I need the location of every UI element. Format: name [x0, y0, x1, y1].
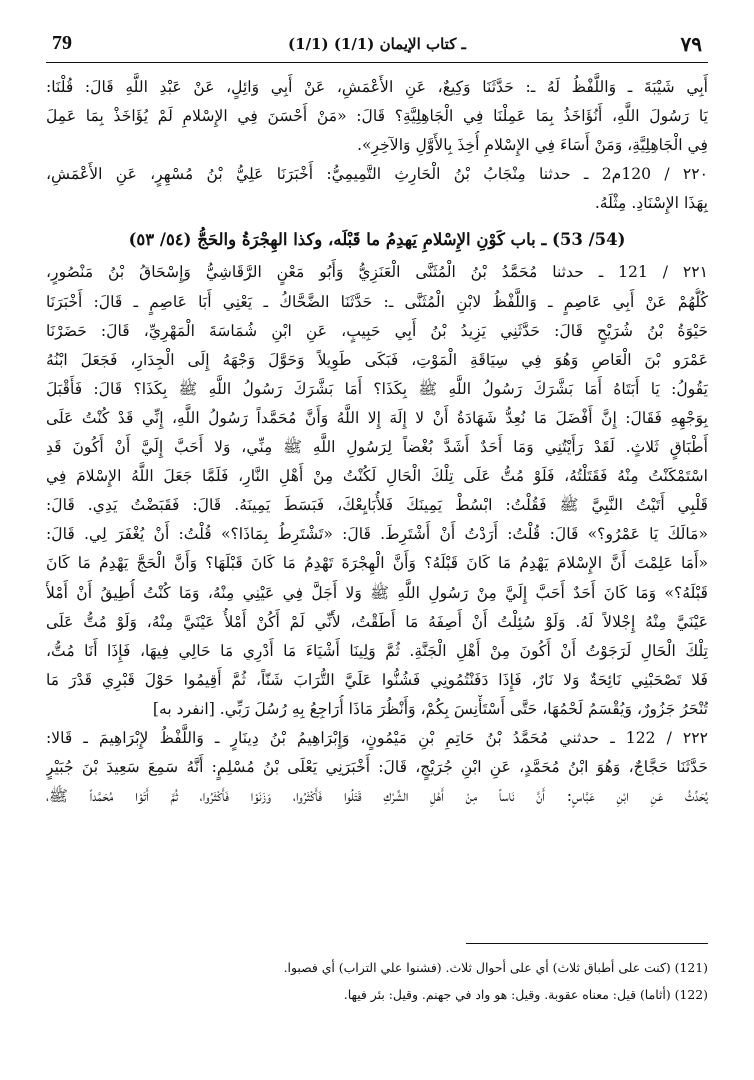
section-heading: (54/ 53) ـ باب كَوْنِ الإِسْلامِ يَهدِمُ ما قَبْلَه، وكذا الهِجْرَةُ والحَجُّ (٥٤/ ٥٣)	[128, 230, 626, 250]
text-line: ٢٢٢ / 122 ـ حدثني مُحَمَّدُ بْنُ حَاتِمِ بْنِ مَيْمُونٍ، وَإِبْرَاهِيمُ بْنُ دِينَارٍ ـ وَاللَّفْظُ لإِبْرَاهِيمَ ـ قَالا:	[46, 728, 708, 747]
text-line: بِوَجْهِهِ فَقَالَ: إِنَّ أَفْضَلَ مَا نُعِدُّ شَهَادَةُ أَنْ لا إِلَهَ إِلا اللَّهُ وَأَنَّ مُحَمَّداً رَسُولُ اللَّهِ، إِنِّي قَدْ كُنْتُ عَلَى	[46, 408, 708, 427]
page-number-arabic: ٧٩	[680, 32, 702, 56]
footnote-122: (122) (أثاما) قيل: معناه عقوبة. وقيل: هو واد في جهنم. وقيل: بئر فيها.	[343, 987, 708, 1002]
text-line: بِهَذَا الإِسْنَادِ. مِثْلَهُ.	[594, 194, 708, 213]
text-line: حَدَّثَنَا حَجَّاجٌ، وَهُوَ ابْنُ مُحَمَّدٍ، عَنِ ابْنِ جُرَيْجٍ، قَالَ: أَخْبَرَنِي يَعْلَى بْنُ مُسْلِمٍ: أَنَّهُ سَمِعَ سَعِيدَ بْنَ جُبَيْرٍ	[46, 758, 708, 777]
text-line: «أَمَا عَلِمْتَ أَنَّ الإِسْلامَ يَهْدِمُ مَا كَانَ قَبْلَهُ؟ وَأَنَّ الْهِجْرَةَ تَهْدِمُ مَا كَانَ قَبْلَهَا؟ وَأَنَّ الْحَجَّ يَهْدِمُ مَا كَانَ	[46, 554, 708, 573]
text-line: قَلْبِي أَتَيْتُ النَّبِيَّ ﷺ فَقُلْتُ: ابْسُطْ يَمِينَكَ فَلأُبَايِعْكَ، فَبَسَطَ يَمِينَهُ. قَالَ: فَقَبَضْتُ يَدِي. قَالَ:	[46, 496, 708, 515]
footnote-divider	[466, 943, 708, 944]
text-line: «مَالَكَ يَا عَمْرُو؟» قَالَ: قُلْتُ: أَرَدْتُ أَنْ أَشْتَرِطَ. قَالَ: «تَشْتَرِطُ بِمَاذَا؟» قُلْتُ: أَنْ يُغْفَرَ لِي. قَالَ:	[46, 525, 708, 544]
hadith-222	[46, 724, 708, 811]
text-line: قَبْلَهُ؟» وَمَا كَانَ أَحَدٌ أَحَبَّ إِلَيَّ مِنْ رَسُولِ اللَّهِ ﷺ وَلا أَجَلَّ فِي عَيْنِي مِنْهُ، وَمَا كُنْتُ أُطِيقُ أَنْ أَمْلأَ	[46, 583, 708, 602]
running-title: (1/1) ـ كتاب الإيمان (1/1)	[288, 35, 466, 53]
text-line: يَا رَسُولَ اللَّهِ، أَنُؤَاخَذُ بِمَا عَمِلْنَا فِي الْجَاهِلِيَّةِ؟ قَالَ: «مَنْ أَحْسَنَ فِي الإِسْلامِ لَمْ يُؤَاخَذْ بِمَا عَمِلَ	[46, 107, 708, 126]
text-line: يَقُولُ: يَا أَبَتَاهُ أَمَا بَشَّرَكَ رَسُولُ اللَّهِ ﷺ بِكَذَا؟ أَمَا بَشَّرَكَ رَسُولُ اللَّهِ ﷺ بِكَذَا؟ قَالَ: فَأَقْبَلَ	[46, 379, 708, 398]
text-line: أَبِي شَيْبَةَ ـ وَاللَّفْظُ لَهُ ـ: حَدَّثَنَا وَكِيعٌ، عَنِ الأَعْمَشِ، عَنْ أَبِي وَائِلٍ، عَنْ عَبْدِ اللَّهِ قَالَ: قُلْنَا:	[46, 78, 708, 96]
text-line: فَلا تَصْحَبْنِي نَائِحَةٌ وَلا نَارٌ، فَإِذَا دَفَنْتُمُونِي فَشُنُّوا عَلَيَّ التُّرَابَ شَنّاً، ثُمَّ أَقِيمُوا حَوْلَ قَبْرِي قَدْرَ مَا	[46, 670, 708, 689]
text-line: عَمْرَو بْنَ الْعَاصِ وَهُوَ فِي سِيَاقَةِ الْمَوْتِ، فَبَكَى طَوِيلاً وَحَوَّلَ وَجْهَهُ إِلَى الْجِدَارِ، فَجَعَلَ ابْنُهُ	[46, 350, 708, 369]
text-line: تِلْكَ الْحَالِ لَرَجَوْتُ أَنْ أَكُونَ مِنْ أَهْلِ الْجَنَّةِ. ثُمَّ وَلِينَا أَشْيَاءَ مَا أَدْرِي مَا حَالِي فِيهَا، فَإِذَا أَنَا مُتُّ،	[46, 641, 708, 660]
footnotes	[46, 954, 708, 1008]
text-line: يُحَدِّثُ عَنِ ابْنِ عَبَّاسٍ: أَنَّ نَاساً مِنْ أَهْلِ الشِّرْكِ قَتَلُوا فَأَكْثَرُوا، وَزَنَوْا فَأَكْثَرُوا، ثُمَّ أَتَوْا مُحَمَّداً ﷺ،	[46, 787, 708, 806]
page-number-latin: 79	[52, 32, 72, 54]
text-line: فِي الْجَاهِلِيَّةِ، وَمَنْ أَسَاءَ فِي الإِسْلامِ أُخِذَ بِالأَوَّلِ وَالآخِرِ».	[357, 136, 708, 155]
page	[46, 28, 708, 1002]
text-line: عَيْنَيَّ مِنْهُ إِجْلالاً لَهُ. وَلَوْ سُئِلْتُ أَنْ أَصِفَهُ مَا أَطَقْتُ، لأَنِّي لَمْ أَكُنْ أَمْلأُ عَيْنَيَّ مِنْهُ، وَلَوْ مُتُّ عَلَى	[46, 612, 708, 631]
footnote-121: (121) (كنت على أطباق ثلاث) أي على أحوال ثلاث. (فشنوا علي التراب) أي فصبوا.	[283, 960, 708, 975]
text-line: أَطْبَاقٍ ثَلاثٍ. لَقَدْ رَأَيْتُنِي وَمَا أَحَدٌ أَشَدَّ بُغْضاً لِرَسُولِ اللَّهِ ﷺ مِنِّي، وَلا أَحَبَّ إِلَيَّ أَنْ أَكُونَ قَدِ	[46, 438, 708, 457]
paragraph-continued	[46, 73, 708, 160]
text-line: تُنْحَرُ جَزُورٌ، وَيُقْسَمُ لَحْمُهَا، حَتَّى أَسْتَأْنِسَ بِكُمْ، وَأَنْظُرَ مَاذَا أُرَاجِعُ بِهِ رُسُلَ رَبِّي. [انفرد به]	[152, 699, 708, 718]
text-line: ٢٢٠ / 120م2 ـ حدثنا مِنْجَابُ بْنُ الْحَارِثِ التَّمِيمِيُّ: أَخْبَرَنَا عَلِيُّ بْنُ مُسْهِرٍ، عَنِ الأَعْمَشِ،	[46, 165, 708, 184]
text-line: حَيْوَةُ بْنُ شُرَيْحٍ قَالَ: حَدَّثَنِي يَزِيدُ بْنُ أَبِي حَبِيبٍ، عَنِ ابْنِ شُمَاسَةَ الْمَهْرِيِّ، قَالَ: حَضَرْنَا	[46, 321, 708, 340]
hadith-221	[46, 258, 708, 724]
text-line: كُلُّهُمْ عَنْ أَبِي عَاصِمٍ ـ وَاللَّفْظُ لابْنِ الْمُثَنَّى ـ: حَدَّثَنَا الضَّحَّاكُ ـ يَعْنِي أَبَا عَاصِمٍ ـ قَالَ: أَخْبَرَنَا	[46, 292, 708, 311]
hadith-220	[46, 160, 708, 218]
text-line: اسْتَمْكَنْتُ مِنْهُ فَقَتَلْتُهُ، فَلَوْ مُتُّ عَلَى تِلْكَ الْحَالِ لَكُنْتُ مِنْ أَهْلِ النَّارِ، فَلَمَّا جَعَلَ اللَّهُ الإِسْلامَ فِي	[46, 467, 708, 486]
text-line: ٢٢١ / 121 ـ حدثنا مُحَمَّدُ بْنُ الْمُثَنَّى الْعَنَزِيُّ وَأَبُو مَعْنٍ الرَّقَاشِيُّ وَإِسْحَاقُ بْنُ مَنْصُورٍ،	[46, 263, 708, 282]
page-header	[46, 28, 708, 63]
